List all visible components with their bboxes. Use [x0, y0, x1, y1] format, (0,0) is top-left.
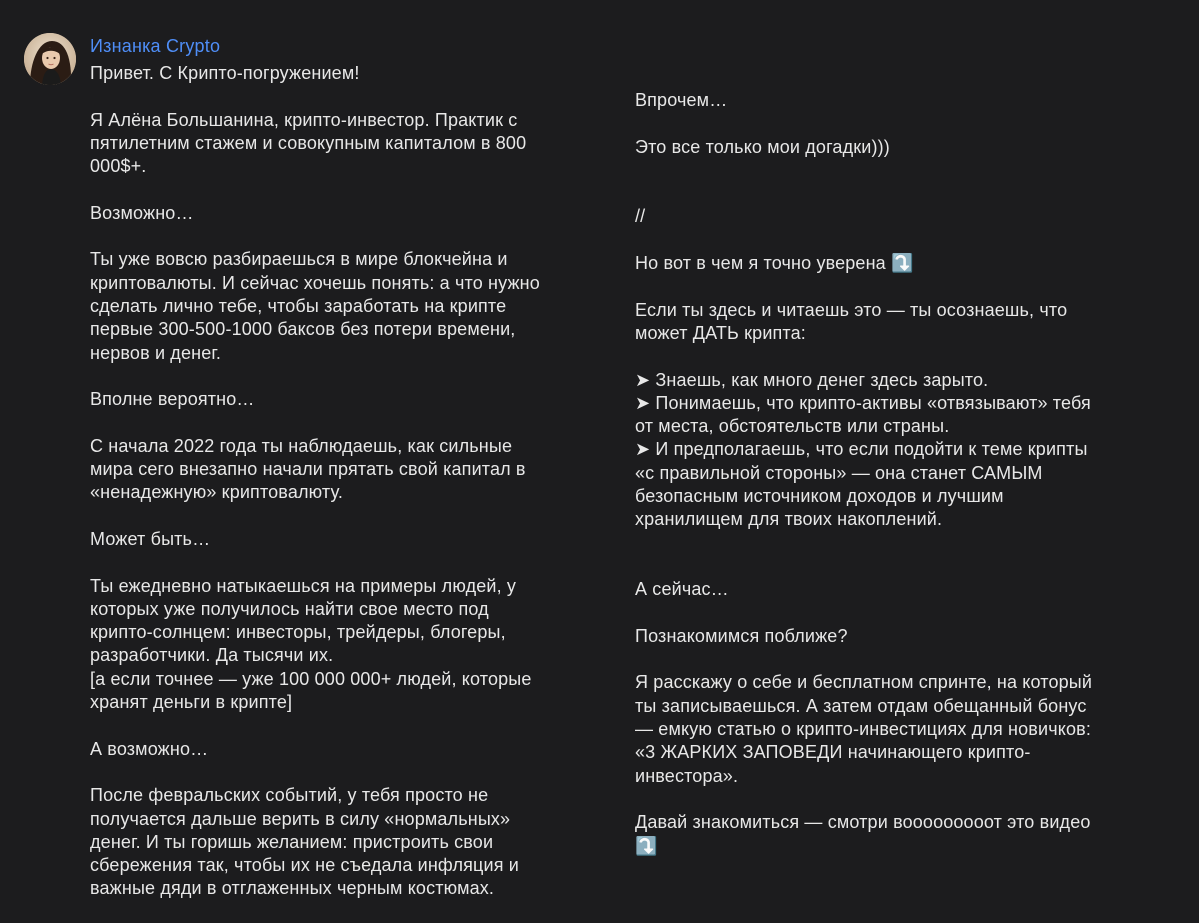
message-paragraph: Но вот в чем я точно уверена ⤵️ [635, 253, 914, 274]
message-paragraph: Познакомимся поближе? [635, 625, 848, 646]
message-paragraph: Я расскажу о себе и бесплатном спринте, на который ты записываешься. А затем отдам обещанный бонус — емкую статью о крипто-инвестициях для новичков: «3 ЖАРКИХ ЗАПОВЕДИ начинающего крипто- инвестора». [635, 672, 1093, 786]
message-paragraph: Может быть… [90, 528, 211, 549]
message-paragraph: Привет. С Крипто-погружением! [90, 63, 360, 83]
message-paragraph: Возможно… [90, 202, 194, 223]
message-paragraph: Давай знакомиться — смотри вооооооооот это видео ⤵️ [635, 812, 1091, 856]
message-paragraph: Впрочем… [635, 90, 728, 110]
message-paragraph: С начала 2022 года ты наблюдаешь, как сильные мира сего внезапно начали прятать свой капитал в «ненадежную» криптовалюту. [90, 435, 526, 503]
message-paragraph: А возможно… [90, 738, 209, 759]
message-divider-text: // [635, 206, 646, 227]
message-paragraph: Ты ежедневно натыкаешься на примеры людей, у которых уже получилось найти свое место под крипто-солнцем: инвесторы, трейдеры, блогеры, разработчики. Да тысячи их. [а если точнее — уже 100 000 000+ людей, которые хранят деньги в крипте] [90, 575, 532, 713]
avatar-photo-icon [24, 33, 76, 85]
message-paragraph: А сейчас… [635, 579, 729, 600]
message-paragraph: Это все только мои догадки))) [635, 136, 890, 157]
message-left-column [90, 62, 590, 901]
message-paragraph: Я Алёна Большанина, крипто-инвестор. Практик с пятилетним стажем и совокупным капиталом в 800 000$+. [90, 109, 527, 177]
message-paragraph: После февральских событий, у тебя просто не получается дальше верить в силу «нормальных» денег. И ты горишь желанием: пристроить свои сбережения так, чтобы их не съедала инфляция и важные дяди в отглаженных черным костюмах. [90, 785, 519, 899]
message-paragraph: Если ты здесь и читаешь это — ты осознаешь, что может ДАТЬ крипта: [635, 299, 1068, 343]
avatar[interactable] [24, 33, 76, 85]
message-paragraph: Ты уже вовсю разбираешься в мире блокчейна и криптовалюты. И сейчас хочешь понять: а что нужно сделать лично тебе, чтобы заработать на крипте первые 300-500-1000 баксов без потери времени, нервов и денег. [90, 249, 540, 363]
sender-name[interactable]: Изнанка Crypto [90, 36, 221, 56]
message-right-column [635, 89, 1175, 858]
message-bullet-list: ➤ Знаешь, как много денег здесь зарыто. ➤ Понимаешь, что крипто-активы «отвязывают» тебя от места, обстоятельств или страны. ➤ И предполагаешь, что если подойти к теме крипты «с правильной стороны» — она станет САМЫМ безопасным источником доходов и лучшим хранилищем для твоих накоплений. [635, 369, 1091, 530]
message-paragraph: Вполне вероятно… [90, 389, 255, 410]
